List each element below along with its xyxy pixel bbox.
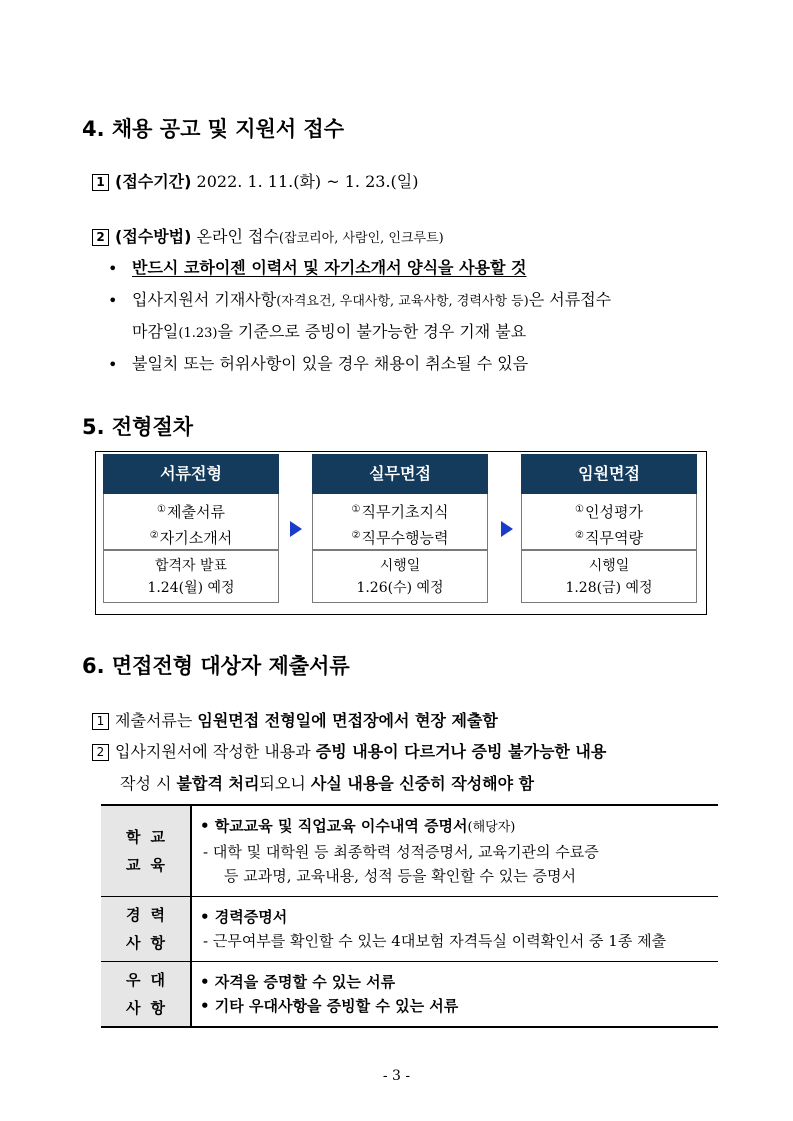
category-label: 학교 (126, 828, 175, 846)
schedule-date: 1.28(금) 예정 (565, 580, 653, 596)
stage-item: 자기소개서 (159, 529, 233, 547)
bullet-cancellation: 불일치 또는 허위사항이 있을 경우 채용이 취소될 수 있음 (132, 354, 529, 373)
arrow-right-icon (290, 521, 302, 537)
item-number-box: 2 (92, 744, 109, 761)
stage-item: 직무기초지식 (361, 503, 449, 521)
stage-item: 제출서류 (167, 503, 225, 521)
table-row (101, 805, 718, 897)
stage-title: 임원면접 (521, 454, 697, 494)
bullet-text: 은 서류접수 (528, 290, 612, 309)
note-text: 제출서류는 (115, 711, 198, 730)
marker: ② (575, 530, 584, 541)
bullet-application-items-line2 (132, 322, 526, 342)
bullet-text: 입사지원서 기재사항 (132, 290, 277, 309)
item-number-box: 1 (92, 713, 109, 730)
stage-document-screening (103, 454, 279, 603)
submission-note-2-line2 (120, 774, 534, 793)
stage-practical-interview (312, 454, 488, 603)
category-cell (101, 805, 191, 897)
bullet-application-items (132, 290, 611, 310)
category-label: 우대 (126, 971, 175, 989)
required-documents-table (101, 804, 718, 1028)
table-row (101, 897, 718, 962)
note-emphasis: 임원면접 전형일에 면접장에서 현장 제출함 (197, 711, 498, 730)
stage-items (312, 494, 488, 550)
note-text: 입사지원서에 작성한 내용과 (115, 742, 316, 761)
schedule-label: 시행일 (588, 558, 630, 574)
document-title: • 기타 우대사항을 증빙할 수 있는 서류 (200, 997, 459, 1015)
marker: ① (575, 504, 584, 515)
category-label: 사항 (126, 999, 175, 1017)
section-4-title: 4. 채용 공고 및 지원서 접수 (82, 117, 345, 141)
reception-method-value: 온라인 접수 (196, 227, 279, 246)
reception-method-label: (접수방법) (115, 227, 192, 246)
stage-schedule (103, 550, 279, 603)
schedule-label: 시행일 (379, 558, 421, 574)
document-detail: - 근무여부를 확인할 수 있는 4대보험 자격득실 이력확인서 중 1종 제출 (203, 932, 667, 950)
schedule-date: 1.26(수) 예정 (356, 580, 444, 596)
note-text: 작성 시 (120, 774, 177, 793)
bullet-dot: • (108, 259, 118, 278)
documents-cell (191, 805, 718, 897)
page-number: - 3 - (382, 1068, 411, 1084)
item-number-box: 1 (92, 174, 109, 191)
category-cell (101, 962, 191, 1028)
bullet-dot: • (108, 291, 118, 310)
reception-method-line (92, 227, 444, 247)
bullet-required-forms: 반드시 코하이젠 이력서 및 자기소개서 양식을 사용할 것 (132, 258, 527, 277)
reception-period-value: 2022. 1. 11.(화) ~ 1. 23.(일) (196, 172, 419, 191)
stage-title: 실무면접 (312, 454, 488, 494)
reception-sites: (잡코리아, 사람인, 인크루트) (278, 231, 444, 246)
note-text: 되오니 (259, 774, 311, 793)
stage-title: 서류전형 (103, 454, 279, 494)
note-emphasis: 증빙 내용이 다르거나 증빙 불가능한 내용 (315, 742, 607, 761)
submission-note-1 (92, 711, 498, 730)
category-label: 경력 (126, 906, 175, 924)
stage-item: 직무수행능력 (361, 529, 449, 547)
stage-items (103, 494, 279, 550)
document-title: • 자격을 증명할 수 있는 서류 (200, 973, 396, 991)
marker: ② (149, 530, 159, 541)
bullet-text: 을 기준으로 증빙이 불가능한 경우 기재 불요 (217, 322, 527, 341)
bullet-note: (1.23) (178, 326, 218, 341)
category-label: 교육 (126, 856, 175, 874)
submission-note-2 (92, 742, 606, 761)
marker: ① (351, 504, 361, 515)
bullet-note: (자격요건, 우대사항, 교육사항, 경력사항 등) (276, 294, 529, 309)
item-number-box: 2 (92, 229, 109, 246)
stage-item: 직무역량 (585, 529, 643, 547)
document-title: • 학교교육 및 직업교육 이수내역 증명서 (200, 817, 468, 835)
schedule-label: 합격자 발표 (154, 558, 228, 574)
marker: ① (157, 504, 166, 515)
category-label: 사항 (126, 934, 175, 952)
bullet-text: 마감일 (132, 322, 179, 341)
schedule-date: 1.24(월) 예정 (147, 580, 235, 596)
section-6-title: 6. 면접전형 대상자 제출서류 (82, 654, 350, 678)
document-title: • 경력증명서 (200, 908, 288, 926)
document-note: (해당자) (467, 820, 516, 835)
arrow-right-icon (501, 521, 513, 537)
document-detail: - 대학 및 대학원 등 최종학력 성적증명서, 교육기관의 수료증 (203, 843, 599, 861)
document-detail: 등 교과명, 교육내용, 성적 등을 확인할 수 있는 증명서 (224, 867, 576, 885)
note-emphasis: 불합격 처리 (176, 774, 260, 793)
stage-items (521, 494, 697, 550)
documents-cell (191, 962, 718, 1028)
table-row (101, 962, 718, 1028)
reception-period-line (92, 172, 419, 191)
stage-executive-interview (521, 454, 697, 603)
section-5-title: 5. 전형절차 (82, 415, 194, 439)
stage-schedule (312, 550, 488, 603)
reception-period-label: (접수기간) (115, 172, 192, 191)
category-cell (101, 897, 191, 962)
stage-schedule (521, 550, 697, 603)
bullet-dot: • (108, 355, 118, 374)
marker: ② (351, 530, 361, 541)
note-emphasis: 사실 내용을 신중히 작성해야 함 (310, 774, 535, 793)
stage-item: 인성평가 (585, 503, 643, 521)
documents-cell (191, 897, 718, 962)
